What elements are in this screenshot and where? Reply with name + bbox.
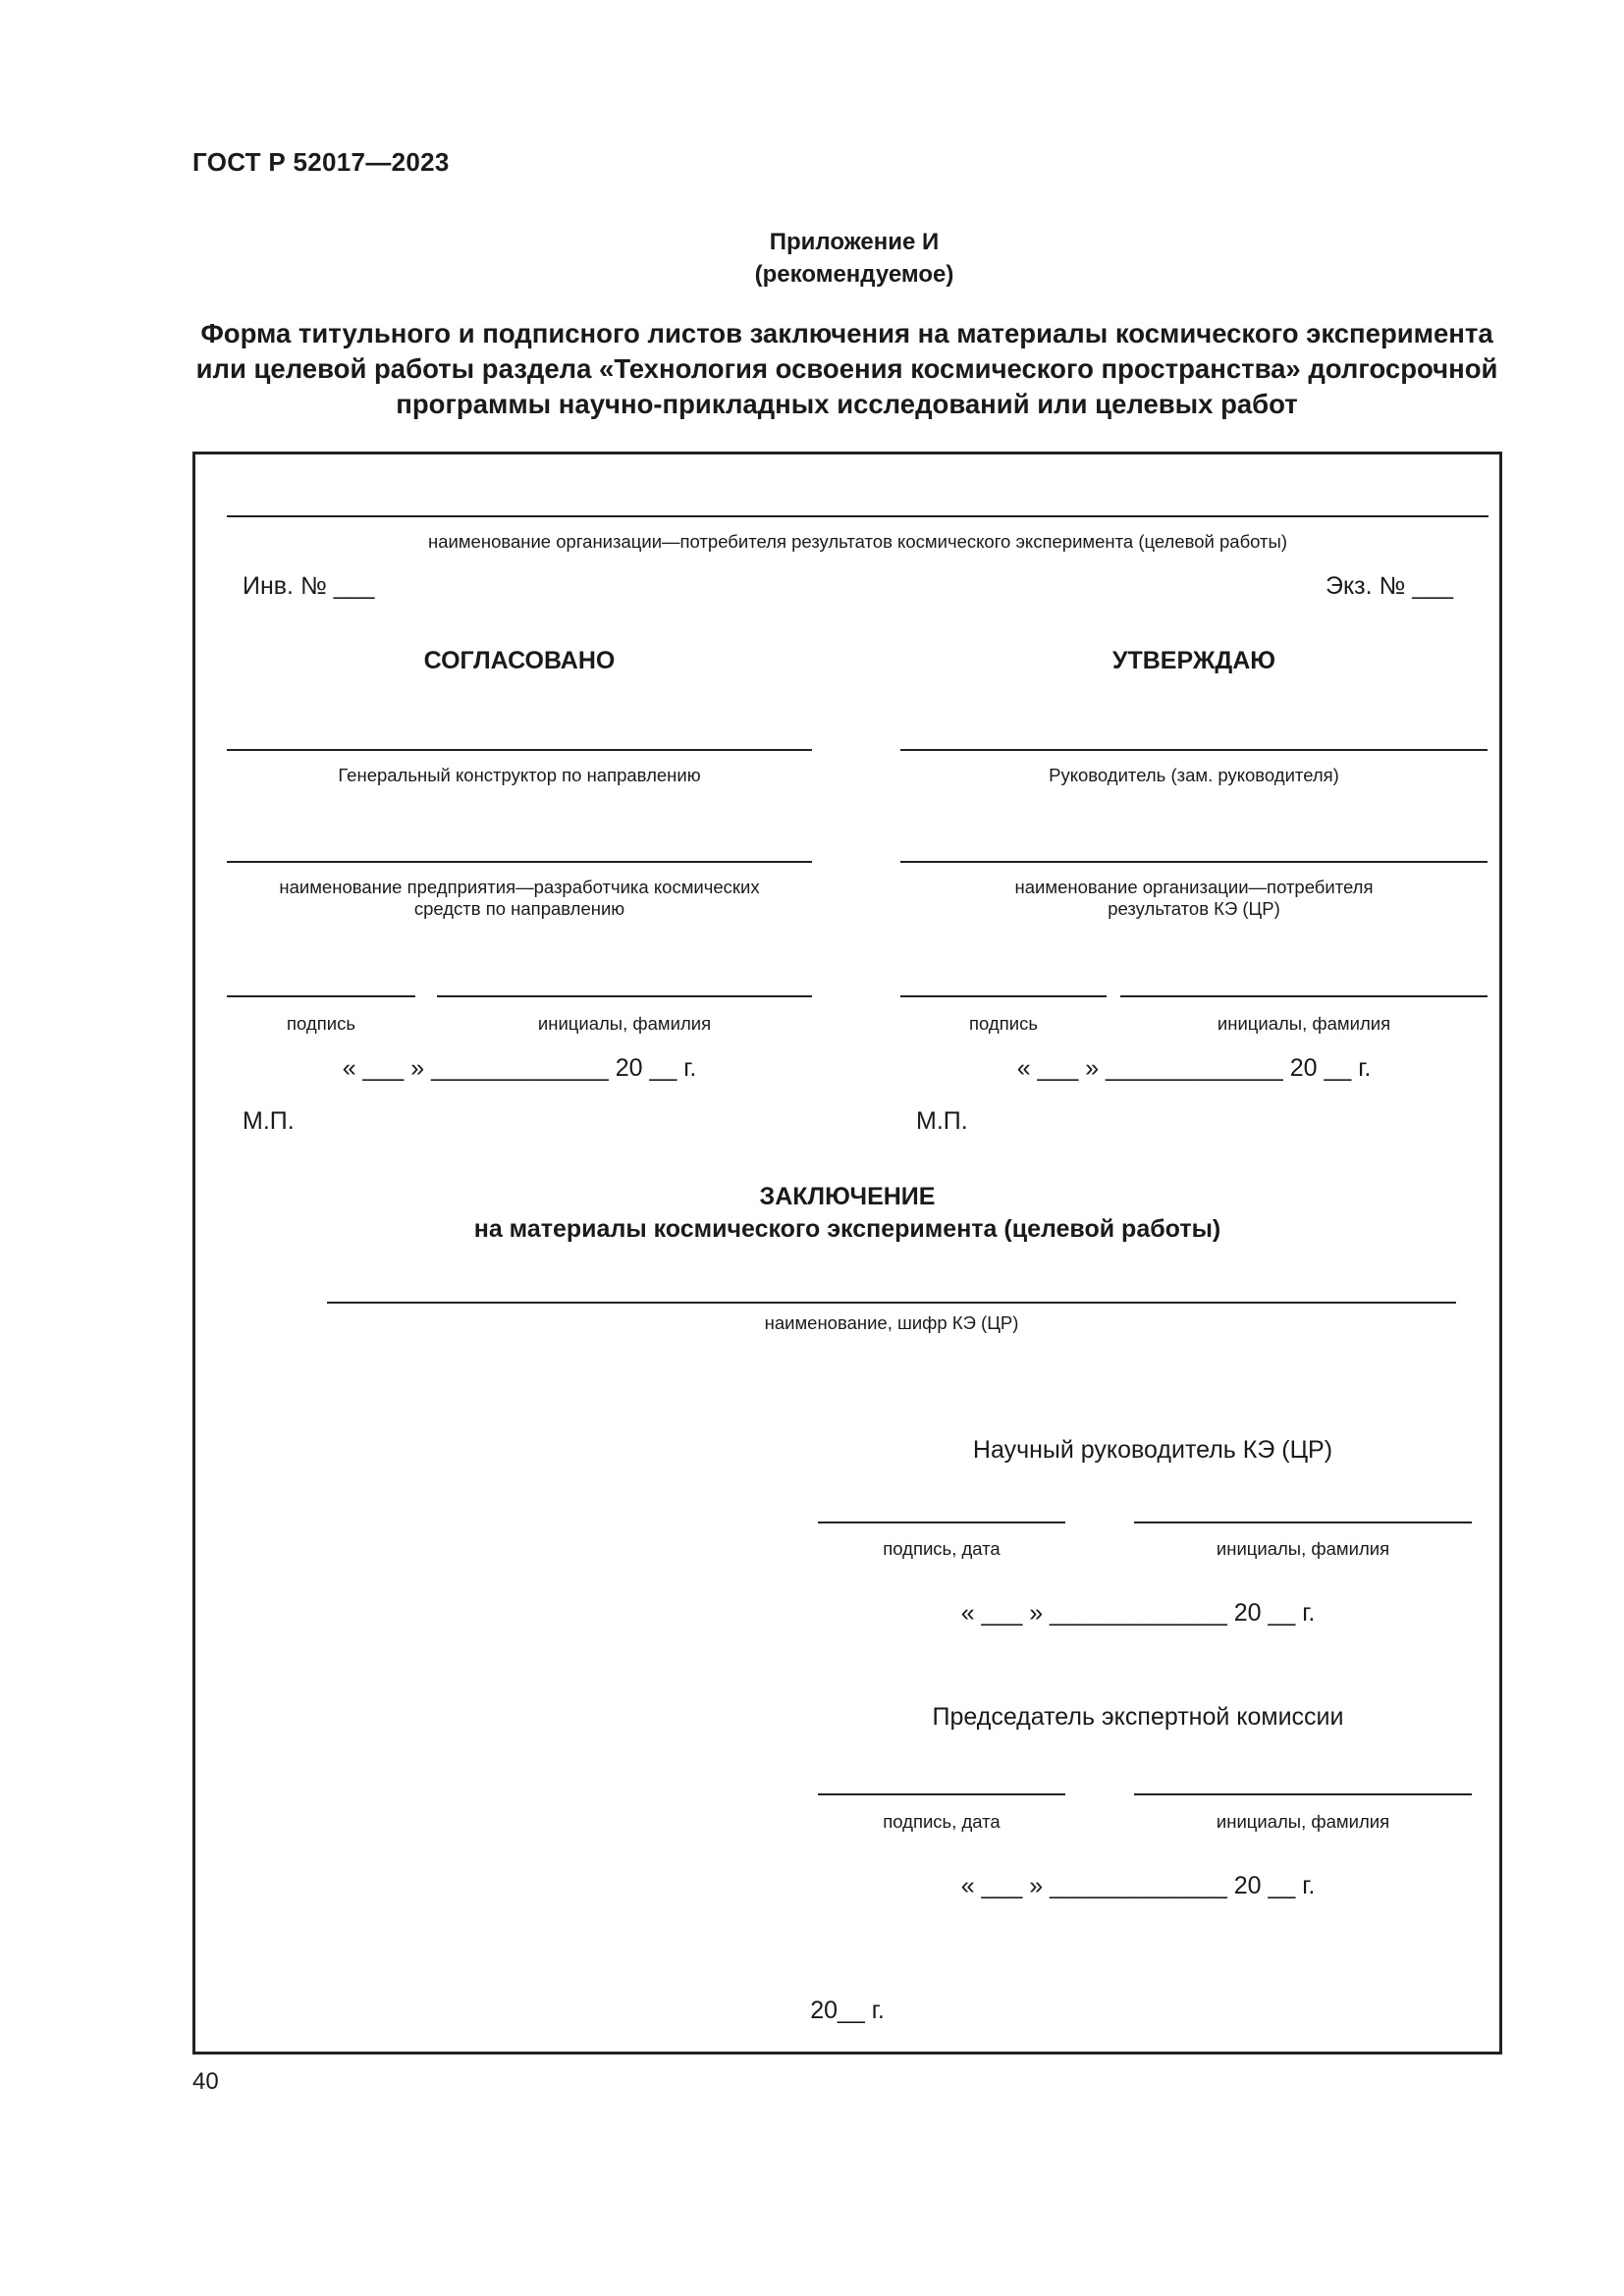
right-date-line: « ___ » _____________ 20 __ г. (1016, 1054, 1372, 1082)
commission-chair-role: Председатель экспертной комиссии (932, 1703, 1344, 1731)
supervisor-signature-caption: подпись, дата (883, 1538, 1001, 1559)
experiment-name-line (327, 1302, 1456, 1304)
chair-signature-caption: подпись, дата (883, 1811, 1001, 1832)
approved-heading: СОГЛАСОВАНО (423, 647, 616, 674)
left-org-caption-line-1: наименование предприятия—разработчика космических (279, 877, 760, 897)
copy-number: Экз. № ___ (1325, 572, 1453, 600)
form-frame (192, 452, 1502, 2055)
supervisor-signature-line (818, 1522, 1065, 1523)
annex-heading (0, 226, 1624, 291)
left-org-caption-line-2: средств по направлению (413, 898, 625, 919)
form-year: 20__ г. (810, 1997, 885, 2024)
scientific-supervisor-role: Научный руководитель КЭ (ЦР) (972, 1436, 1333, 1464)
conclusion-subtitle: на материалы космического эксперимента (целевой работы) (473, 1215, 1221, 1243)
page-number: 40 (192, 2068, 219, 2095)
right-signature-caption: подпись (969, 1013, 1038, 1034)
right-name-caption: инициалы, фамилия (1217, 1013, 1391, 1034)
annex-title: Приложение И (769, 229, 940, 255)
chair-name-caption: инициалы, фамилия (1216, 1811, 1390, 1832)
form-title: Форма титульного и подписного листов заключения на материалы космического эксперимента или целевой работы раздела «Технология освоения космического пространства» долгосрочной программы научно-прикладных исследований или целевых работ (195, 318, 1498, 419)
right-signature-line (900, 995, 1107, 997)
annex-subtitle: (рекомендуемое) (754, 261, 954, 288)
left-seal: М.П. (243, 1107, 295, 1135)
approve-heading: УТВЕРЖДАЮ (1111, 647, 1276, 674)
org-name-line (227, 515, 1489, 517)
supervisor-name-caption: инициалы, фамилия (1216, 1538, 1390, 1559)
supervisor-date-line: « ___ » _____________ 20 __ г. (960, 1599, 1316, 1627)
right-org-caption-line-1: наименование организации—потребителя (1014, 877, 1374, 897)
right-seal: М.П. (916, 1107, 968, 1135)
right-position-caption: Руководитель (зам. руководителя) (1049, 765, 1339, 785)
experiment-name-caption: наименование, шифр КЭ (ЦР) (764, 1312, 1019, 1333)
left-position-line (227, 749, 812, 751)
left-name-caption: инициалы, фамилия (537, 1013, 712, 1034)
left-org-line (227, 861, 812, 863)
right-org-caption (900, 877, 1488, 920)
left-org-caption (227, 877, 812, 920)
left-date-line: « ___ » _____________ 20 __ г. (342, 1054, 697, 1082)
right-name-line (1120, 995, 1488, 997)
document-code: ГОСТ Р 52017—2023 (192, 147, 450, 177)
conclusion-title: ЗАКЛЮЧЕНИЕ (759, 1183, 936, 1210)
supervisor-name-line (1134, 1522, 1472, 1523)
right-position-line (900, 749, 1488, 751)
left-signature-caption: подпись (287, 1013, 355, 1034)
left-name-line (437, 995, 812, 997)
left-position-caption: Генеральный конструктор по направлению (338, 765, 701, 785)
right-org-caption-line-2: результатов КЭ (ЦР) (1108, 898, 1280, 919)
right-org-line (900, 861, 1488, 863)
chair-name-line (1134, 1793, 1472, 1795)
left-signature-line (227, 995, 415, 997)
org-name-caption: наименование организации—потребителя результатов космического эксперимента (целевой работы) (428, 531, 1287, 552)
chair-date-line: « ___ » _____________ 20 __ г. (960, 1872, 1316, 1899)
chair-signature-line (818, 1793, 1065, 1795)
inventory-number: Инв. № ___ (243, 572, 375, 600)
